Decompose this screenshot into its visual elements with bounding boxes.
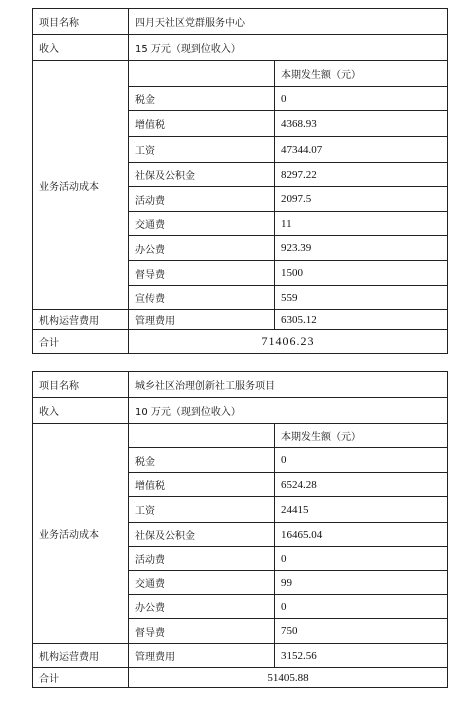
mgmt-label: 管理费用	[129, 310, 275, 330]
biz-cost-label: 业务活动成本	[33, 424, 129, 644]
item-amount: 2097.5	[275, 187, 448, 212]
item-amount: 750	[275, 619, 448, 644]
item-amount: 16465.04	[275, 523, 448, 547]
expense-table-1	[32, 8, 448, 354]
project-row	[33, 372, 448, 398]
project-row	[33, 9, 448, 35]
income-value: 15 万元（现到位收入）	[129, 35, 448, 61]
item-amount: 24415	[275, 497, 448, 523]
item-amount: 4368.93	[275, 111, 448, 137]
item-amount: 8297.22	[275, 163, 448, 187]
income-row	[33, 398, 448, 424]
total-row	[33, 668, 448, 688]
ops-row	[33, 644, 448, 668]
header-row	[33, 61, 448, 87]
item-name: 活动费	[129, 187, 275, 212]
item-name: 增值税	[129, 473, 275, 497]
total-value: 71406.23	[129, 330, 448, 354]
project-label: 项目名称	[33, 9, 129, 35]
mgmt-label: 管理费用	[129, 644, 275, 668]
item-amount: 923.39	[275, 236, 448, 261]
item-name: 交通费	[129, 212, 275, 236]
amount-header: 本期发生额（元）	[275, 61, 448, 87]
item-name: 工资	[129, 137, 275, 163]
ops-row	[33, 310, 448, 330]
ops-label: 机构运营费用	[33, 310, 129, 330]
item-amount: 1500	[275, 261, 448, 286]
item-name: 社保及公积金	[129, 163, 275, 187]
item-amount: 47344.07	[275, 137, 448, 163]
item-amount: 0	[275, 87, 448, 111]
item-amount: 0	[275, 547, 448, 571]
biz-cost-label: 业务活动成本	[33, 61, 129, 310]
item-name: 工资	[129, 497, 275, 523]
project-name: 城乡社区治理创新社工服务项目	[129, 372, 448, 398]
item-name: 税金	[129, 87, 275, 111]
item-amount: 0	[275, 448, 448, 473]
expense-table-2	[32, 371, 448, 688]
item-amount: 99	[275, 571, 448, 595]
total-label: 合计	[33, 330, 129, 354]
income-value: 10 万元（现到位收入）	[129, 398, 448, 424]
income-row	[33, 35, 448, 61]
item-amount: 0	[275, 595, 448, 619]
mgmt-amount: 3152.56	[275, 644, 448, 668]
header-row	[33, 424, 448, 448]
total-row	[33, 330, 448, 354]
total-label: 合计	[33, 668, 129, 688]
ops-label: 机构运营费用	[33, 644, 129, 668]
item-amount: 6524.28	[275, 473, 448, 497]
item-name: 税金	[129, 448, 275, 473]
item-name: 宣传费	[129, 286, 275, 310]
mgmt-amount: 6305.12	[275, 310, 448, 330]
project-name: 四月天社区党群服务中心	[129, 9, 448, 35]
amount-header: 本期发生额（元）	[275, 424, 448, 448]
item-amount: 559	[275, 286, 448, 310]
item-name: 办公费	[129, 236, 275, 261]
item-name: 督导费	[129, 261, 275, 286]
income-label: 收入	[33, 35, 129, 61]
item-name: 交通费	[129, 571, 275, 595]
item-name: 社保及公积金	[129, 523, 275, 547]
project-label: 项目名称	[33, 372, 129, 398]
income-label: 收入	[33, 398, 129, 424]
item-name: 增值税	[129, 111, 275, 137]
item-amount: 11	[275, 212, 448, 236]
item-name: 办公费	[129, 595, 275, 619]
item-name: 督导费	[129, 619, 275, 644]
total-value: 51405.88	[129, 668, 448, 688]
item-name: 活动费	[129, 547, 275, 571]
